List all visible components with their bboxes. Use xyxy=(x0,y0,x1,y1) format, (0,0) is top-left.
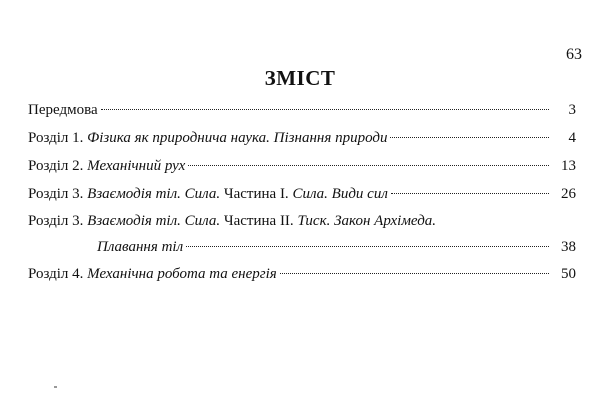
page-number: 63 xyxy=(566,46,582,63)
toc-entry-page: 26 xyxy=(561,186,576,202)
toc-entry-chapter-prefix: Розділ 1. xyxy=(28,130,84,146)
toc-entry-subtitle: Сила. Види сил xyxy=(292,186,388,202)
toc-entry-chapter-3-part-2[interactable] xyxy=(28,208,576,259)
toc-entry-part: Частина ІІ. xyxy=(223,213,294,229)
toc-entry-title: Взаємодія тіл. Сила. xyxy=(87,213,221,229)
dot-leader xyxy=(188,165,549,166)
toc-entry-part: Частина І. xyxy=(223,186,289,202)
dot-leader xyxy=(390,137,549,138)
toc-entry-chapter-prefix: Розділ 3. xyxy=(28,186,84,202)
toc-entry-chapter-prefix: Розділ 3. xyxy=(28,213,84,229)
toc-entry-page: 3 xyxy=(568,102,576,118)
toc-entry-page: 50 xyxy=(561,266,576,282)
toc-entry-chapter-prefix: Розділ 2. xyxy=(28,158,84,174)
dot-leader xyxy=(391,193,549,194)
toc-entry-preface[interactable] xyxy=(28,97,576,124)
toc-entry-subtitle: Тиск. Закон Архімеда. xyxy=(297,213,437,229)
toc-entry-page: 38 xyxy=(561,239,576,255)
toc-entry-title: Взаємодія тіл. Сила. xyxy=(87,186,221,202)
dot-leader xyxy=(101,109,549,110)
toc-entry-chapter-3-part-1[interactable] xyxy=(28,180,576,208)
toc-entry-page: 4 xyxy=(568,130,576,146)
toc-entry-chapter-prefix: Розділ 4. xyxy=(28,266,84,282)
toc-entry-title: Механічний рух xyxy=(87,158,186,174)
toc-entry-chapter-4[interactable] xyxy=(28,259,576,289)
toc-list xyxy=(28,97,576,289)
toc-entry-chapter-1[interactable] xyxy=(28,124,576,152)
stray-print-mark xyxy=(54,386,57,388)
toc-entry-title: Фізика як природнича наука. Пізнання природи xyxy=(87,130,388,146)
toc-entry-page: 13 xyxy=(561,158,576,174)
toc-title: ЗМІСТ xyxy=(264,66,336,90)
dot-leader xyxy=(186,246,549,247)
toc-entry-continuation: Плавання тіл xyxy=(97,239,184,255)
toc-entry-label: Передмова xyxy=(28,102,98,118)
toc-entry-chapter-2[interactable] xyxy=(28,152,576,180)
toc-entry-title: Механічна робота та енергія xyxy=(87,266,277,282)
dot-leader xyxy=(280,273,549,274)
